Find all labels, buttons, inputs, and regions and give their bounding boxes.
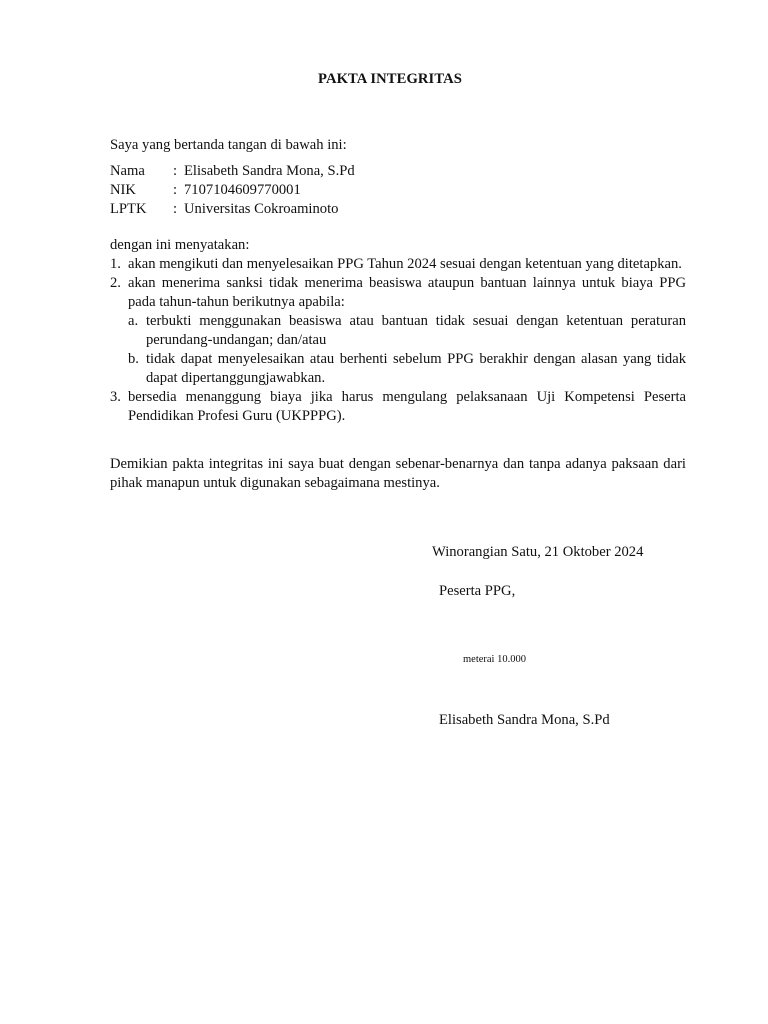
signer-name: Elisabeth Sandra Mona, S.Pd [439, 712, 610, 728]
sub-list-item-text: terbukti menggunakan beasiswa atau bantuan tidak sesuai dengan ketentuan peraturan perundang-undangan; dan/atau [146, 313, 686, 348]
sub-list-item-letter: b. [128, 351, 139, 367]
list-item-text: akan menerima sanksi tidak menerima beasiswa ataupun bantuan lainnya untuk biaya PPG pada tahun-tahun berikutnya apabila: [128, 275, 686, 310]
identity-row-name [110, 162, 355, 181]
identity-row-lptk [110, 200, 355, 219]
identity-row-nik [110, 181, 355, 200]
list-item [110, 274, 686, 388]
statement-heading: dengan ini menyatakan: [110, 237, 250, 253]
list-item [110, 388, 686, 426]
document-title: PAKTA INTEGRITAS [318, 71, 462, 87]
identity-value: 7107104609770001 [184, 182, 301, 198]
signature-place-date: Winorangian Satu, 21 Oktober 2024 [432, 544, 644, 560]
identity-label: LPTK [110, 201, 147, 217]
closing-paragraph: Demikian pakta integritas ini saya buat dengan sebenar-benarnya dan tanpa adanya paksaan dari pihak manapun untuk digunakan sebagaimana mestinya. [110, 456, 686, 491]
identity-label: NIK [110, 182, 136, 198]
list-item [110, 255, 686, 274]
stamp-placeholder: meterai 10.000 [463, 654, 526, 665]
identity-block [110, 162, 355, 219]
intro-text: Saya yang bertanda tangan di bawah ini: [110, 137, 347, 153]
identity-colon: : [173, 201, 178, 217]
list-item-number: 1. [110, 256, 121, 272]
list-item-number: 3. [110, 389, 121, 405]
sub-list [128, 312, 686, 388]
identity-colon: : [173, 182, 178, 198]
identity-colon: : [173, 163, 178, 179]
identity-label: Nama [110, 163, 145, 179]
identity-value: Universitas Cokroaminoto [184, 201, 339, 217]
sub-list-item [128, 350, 686, 388]
signature-role: Peserta PPG, [439, 583, 516, 599]
sub-list-item [128, 312, 686, 350]
list-item-text: akan mengikuti dan menyelesaikan PPG Tahun 2024 sesuai dengan ketentuan yang ditetapkan. [128, 256, 682, 272]
sub-list-item-text: tidak dapat menyelesaikan atau berhenti sebelum PPG berakhir dengan alasan yang tidak dapat dipertanggungjawabkan. [146, 351, 686, 386]
list-item-text: bersedia menanggung biaya jika harus mengulang pelaksanaan Uji Kompetensi Peserta Pendidikan Profesi Guru (UKPPPG). [128, 389, 686, 424]
statement-list [110, 255, 686, 426]
identity-value: Elisabeth Sandra Mona, S.Pd [184, 163, 355, 179]
list-item-number: 2. [110, 275, 121, 291]
sub-list-item-letter: a. [128, 313, 139, 329]
